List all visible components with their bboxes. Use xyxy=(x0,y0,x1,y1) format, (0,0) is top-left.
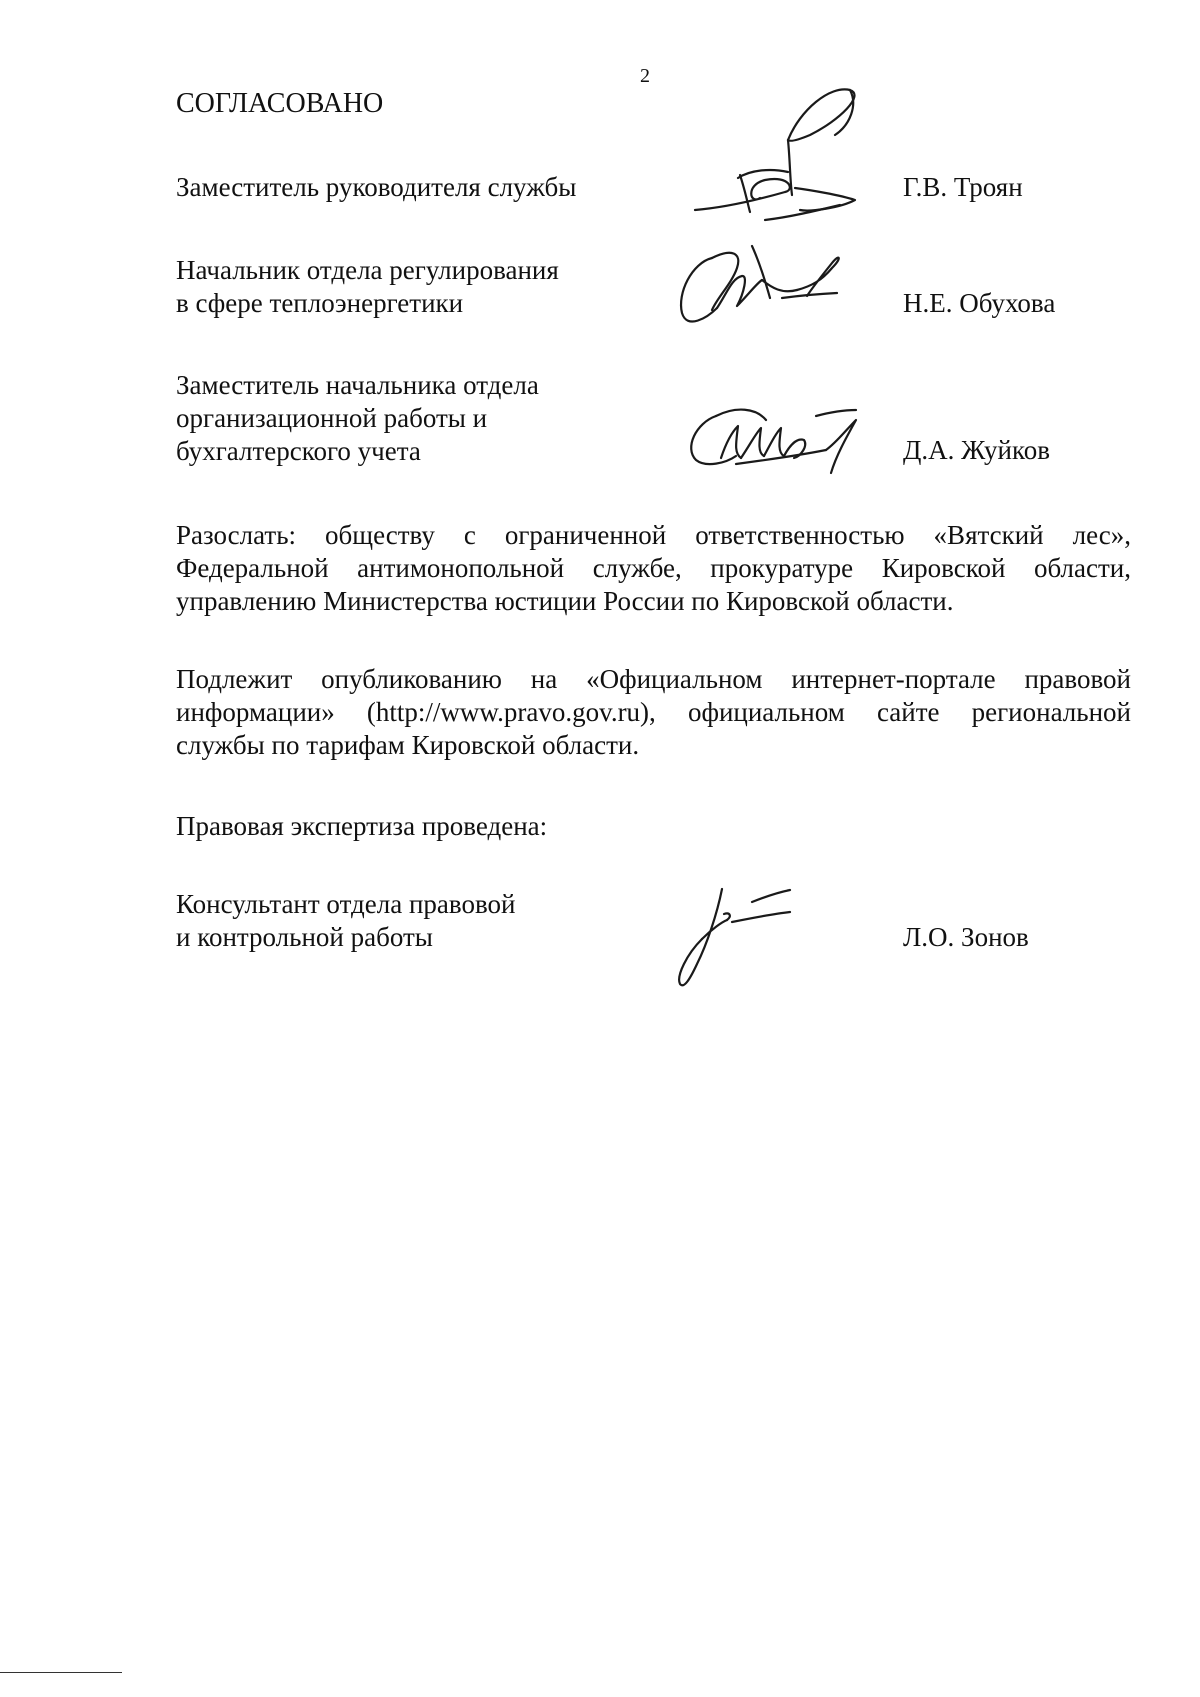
approval-position-line: организационной работы и xyxy=(176,403,488,433)
approval-heading: СОГЛАСОВАНО xyxy=(176,88,384,119)
legal-review-name: Л.О. Зонов xyxy=(903,922,1029,952)
distribution-paragraph xyxy=(176,519,1131,618)
legal-review-label: Правовая экспертиза проведена: xyxy=(176,811,548,841)
signature-zonov xyxy=(672,884,802,994)
distribution-line: управлению Министерства юстиции России по Кировской области. xyxy=(176,586,954,616)
approval-position-3 xyxy=(176,369,539,468)
approval-position-line: бухгалтерского учета xyxy=(176,436,421,466)
approval-name-3: Д.А. Жуйков xyxy=(903,435,1050,465)
approval-position-line: Заместитель руководителя службы xyxy=(176,172,577,202)
approval-position-1 xyxy=(176,171,576,204)
publication-paragraph xyxy=(176,663,1131,762)
approval-name-1: Г.В. Троян xyxy=(903,172,1023,202)
footer-rule xyxy=(0,1672,122,1673)
approval-position-2 xyxy=(176,254,559,320)
publication-line: Подлежит опубликованию на «Официальном интернет-портале правовой xyxy=(176,664,1131,694)
publication-line: информации» (http://www.pravo.gov.ru), официальном сайте региональной xyxy=(176,697,1131,727)
signature-zhuikov xyxy=(676,398,886,488)
approval-position-line: Заместитель начальника отдела xyxy=(176,370,539,400)
distribution-line: Разослать: обществу с ограниченной ответственностью «Вятский лес», xyxy=(176,520,1131,550)
distribution-line: Федеральной антимонопольной службе, прокуратуре Кировской области, xyxy=(176,553,1131,583)
legal-review-position xyxy=(176,888,515,954)
approval-position-line: в сфере теплоэнергетики xyxy=(176,288,464,318)
legal-review-position-line: Консультант отдела правовой xyxy=(176,889,516,919)
publication-line: службы по тарифам Кировской области. xyxy=(176,730,640,760)
signature-obukhova xyxy=(672,238,862,338)
legal-review-position-line: и контрольной работы xyxy=(176,922,433,952)
signature-troyan xyxy=(690,80,870,230)
approval-position-line: Начальник отдела регулирования xyxy=(176,255,559,285)
page-number: 2 xyxy=(640,65,650,87)
approval-name-2: Н.Е. Обухова xyxy=(903,288,1056,318)
